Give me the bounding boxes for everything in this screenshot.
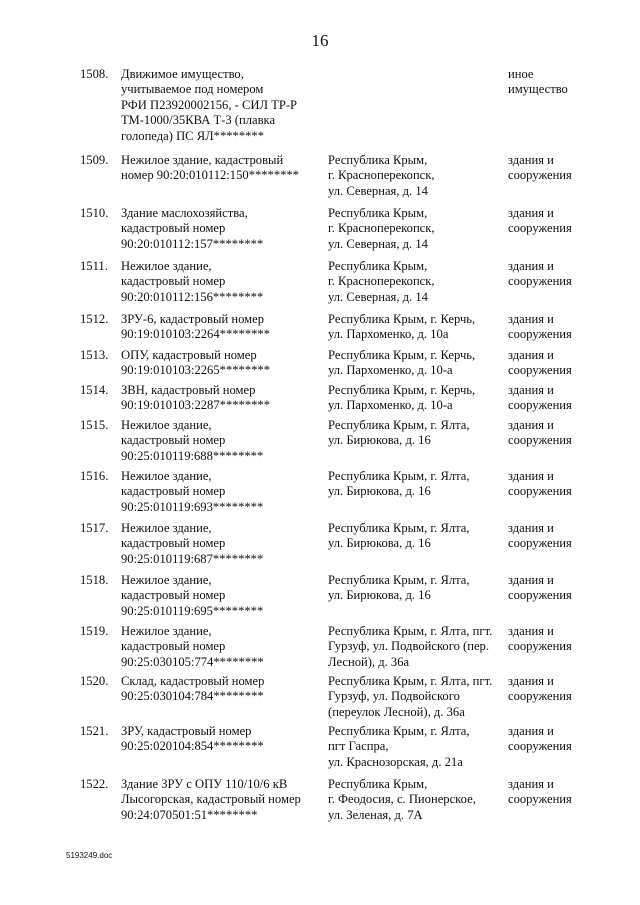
item-description: Движимое имущество, учитываемое под номером РФИ П23920002156, - СИЛ ТР-Р ТМ-1000/35КВА Т-3 (плавка голопеда) ПС ЯЛ******** [121, 67, 298, 143]
item-category: здания и сооружения [508, 469, 572, 499]
item-description: Здание ЗРУ с ОПУ 110/10/6 кВ Лысогорская, кадастровый номер 90:24:070501:51******** [121, 777, 301, 822]
list-item [0, 418, 640, 469]
list-item [0, 521, 640, 573]
item-number: 1518. [80, 573, 109, 587]
list-item [0, 153, 640, 206]
list-item [0, 624, 640, 674]
item-address: Республика Крым, г. Керчь, ул. Пархоменко, д. 10а [328, 312, 476, 342]
item-address: Республика Крым, г. Ялта, ул. Бирюкова, д. 16 [328, 521, 470, 551]
item-address: Республика Крым, г. Красноперекопск, ул. Северная, д. 14 [328, 259, 435, 304]
item-category: здания и сооружения [508, 312, 572, 342]
item-category: здания и сооружения [508, 724, 572, 754]
item-address: Республика Крым, г. Керчь, ул. Пархоменко, д. 10-а [328, 383, 476, 413]
list-item [0, 312, 640, 348]
list-item [0, 383, 640, 418]
list-item [0, 469, 640, 521]
list-item [0, 206, 640, 259]
item-number: 1515. [80, 418, 109, 432]
item-category: здания и сооружения [508, 674, 572, 704]
item-description: Нежилое здание, кадастровый номер 90:20:010112:150******** [121, 153, 300, 183]
item-category: здания и сооружения [508, 259, 572, 289]
page-number: 16 [311, 31, 329, 50]
item-category: здания и сооружения [508, 383, 572, 413]
item-description: ЗВН, кадастровый номер 90:19:010103:2287******** [121, 383, 271, 413]
item-description: Нежилое здание, кадастровый номер 90:25:010119:688******** [121, 418, 264, 463]
list-item [0, 573, 640, 624]
item-category: здания и сооружения [508, 348, 572, 378]
property-list [0, 67, 640, 827]
item-number: 1508. [80, 67, 109, 81]
item-address: Республика Крым, г. Керчь, ул. Пархоменко, д. 10-а [328, 348, 476, 378]
item-number: 1516. [80, 469, 109, 483]
item-address: Республика Крым, г. Ялта, ул. Бирюкова, д. 16 [328, 418, 470, 448]
item-address: Республика Крым, г. Ялта, пгт. Гурзуф, ул. Подвойского (пер. Лесной), д. 36а [328, 624, 493, 669]
list-item [0, 259, 640, 312]
item-category: здания и сооружения [508, 777, 572, 807]
item-category: здания и сооружения [508, 153, 572, 183]
item-category: здания и сооружения [508, 521, 572, 551]
item-address: Республика Крым, г. Красноперекопск, ул. Северная, д. 14 [328, 153, 435, 198]
item-number: 1511. [80, 259, 108, 273]
item-description: ОПУ, кадастровый номер 90:19:010103:2265******** [121, 348, 271, 378]
item-address: Республика Крым, г. Ялта, ул. Бирюкова, д. 16 [328, 573, 470, 603]
item-description: Нежилое здание, кадастровый номер 90:25:030105:774******** [121, 624, 264, 669]
item-description: Нежилое здание, кадастровый номер 90:25:010119:695******** [121, 573, 264, 618]
item-description: Нежилое здание, кадастровый номер 90:20:010112:156******** [121, 259, 264, 304]
list-item [0, 67, 640, 153]
list-item [0, 777, 640, 827]
item-category: здания и сооружения [508, 624, 572, 654]
item-category: иное имущество [508, 67, 568, 97]
item-number: 1520. [80, 674, 109, 688]
item-category: здания и сооружения [508, 573, 572, 603]
item-description: Нежилое здание, кадастровый номер 90:25:010119:687******** [121, 521, 264, 566]
list-item [0, 674, 640, 724]
item-description: ЗРУ-6, кадастровый номер 90:19:010103:2264******** [121, 312, 271, 342]
item-category: здания и сооружения [508, 418, 572, 448]
item-address: Республика Крым, г. Ялта, пгт. Гурзуф, ул. Подвойского (переулок Лесной), д. 36а [328, 674, 493, 719]
item-description: ЗРУ, кадастровый номер 90:25:020104:854******** [121, 724, 264, 754]
item-number: 1522. [80, 777, 109, 791]
list-item [0, 348, 640, 383]
item-number: 1509. [80, 153, 109, 167]
item-number: 1514. [80, 383, 109, 397]
item-address: Республика Крым, г. Красноперекопск, ул. Северная, д. 14 [328, 206, 435, 251]
item-number: 1510. [80, 206, 109, 220]
item-address: Республика Крым, г. Ялта, ул. Бирюкова, д. 16 [328, 469, 470, 499]
item-number: 1517. [80, 521, 109, 535]
item-address: Республика Крым, г. Феодосия, с. Пионерское, ул. Зеленая, д. 7А [328, 777, 476, 822]
item-number: 1512. [80, 312, 109, 326]
list-item [0, 724, 640, 777]
item-description: Здание маслохозяйства, кадастровый номер 90:20:010112:157******** [121, 206, 264, 251]
item-number: 1521. [80, 724, 109, 738]
item-number: 1519. [80, 624, 109, 638]
document-filename: 5193249.doc [66, 851, 113, 860]
item-number: 1513. [80, 348, 109, 362]
item-description: Нежилое здание, кадастровый номер 90:25:010119:693******** [121, 469, 264, 514]
item-address: Республика Крым, г. Ялта, пгт Гаспра, ул. Краснозорская, д. 21а [328, 724, 470, 769]
item-category: здания и сооружения [508, 206, 572, 236]
item-description: Склад, кадастровый номер 90:25:030104:784******** [121, 674, 265, 704]
